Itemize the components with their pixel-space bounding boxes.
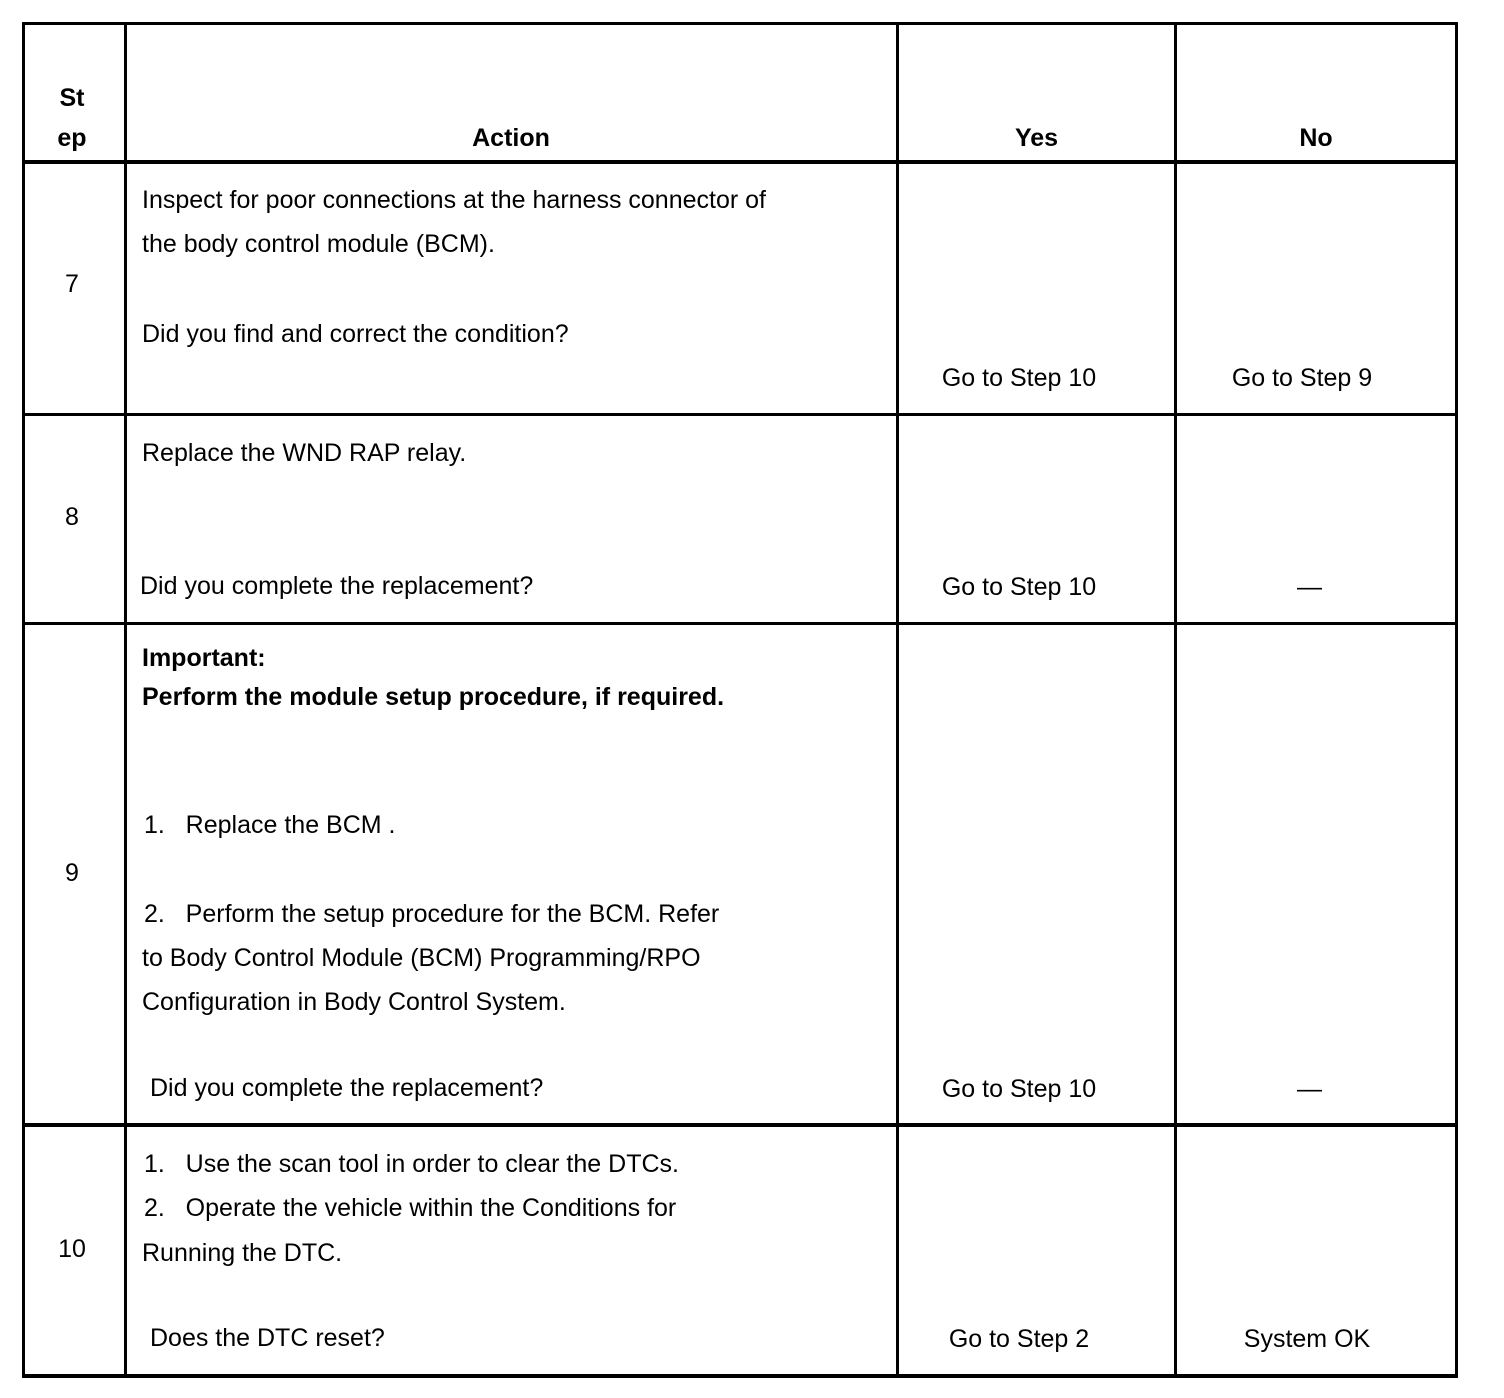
- header-yes: Yes: [1014, 124, 1059, 152]
- diagnostic-table: [22, 22, 1458, 1378]
- header-action: Action: [472, 124, 550, 152]
- table-border-bottom: [22, 1374, 1458, 1378]
- procedure-step: 2. Perform the setup procedure for the BCM. Refer: [144, 900, 720, 928]
- step-number: 9: [65, 859, 79, 887]
- procedure-step: 1. Use the scan tool in order to clear the DTCs.: [144, 1150, 679, 1178]
- step-number: 10: [58, 1235, 86, 1263]
- step-number: 8: [65, 503, 79, 531]
- column-divider: [1174, 22, 1177, 1378]
- procedure-step: 2. Operate the vehicle within the Conditions for: [144, 1194, 677, 1222]
- table-border-right: [1455, 22, 1458, 1378]
- row-divider: [22, 1123, 1458, 1127]
- row-divider: [22, 622, 1458, 625]
- action-question: Does the DTC reset?: [150, 1324, 385, 1352]
- table-border-left: [22, 22, 25, 1378]
- action-text: Replace the WND RAP relay.: [142, 439, 467, 467]
- procedure-step-continued: Running the DTC.: [142, 1239, 343, 1267]
- no-result: Go to Step 9: [1231, 364, 1373, 392]
- column-divider: [896, 22, 899, 1378]
- action-question: Did you find and correct the condition?: [142, 320, 569, 348]
- no-result: —: [1297, 573, 1322, 601]
- procedure-step-continued: to Body Control Module (BCM) Programming/RPO: [142, 944, 701, 972]
- header-step: St ep: [57, 84, 87, 152]
- row-divider: [22, 413, 1458, 416]
- action-text: Inspect for poor connections at the harness connector of: [142, 186, 766, 214]
- important-label: Important:: [142, 644, 266, 672]
- table-border-top: [22, 22, 1458, 25]
- yes-result: Go to Step 10: [941, 364, 1097, 392]
- yes-result: Go to Step 10: [941, 573, 1097, 601]
- no-result: System OK: [1243, 1325, 1371, 1353]
- header-divider: [22, 160, 1458, 164]
- important-text: Perform the module setup procedure, if required.: [142, 683, 725, 711]
- yes-result: Go to Step 2: [948, 1325, 1090, 1353]
- no-result: —: [1297, 1075, 1322, 1103]
- action-text: the body control module (BCM).: [142, 230, 495, 258]
- column-divider: [124, 22, 127, 1378]
- yes-result: Go to Step 10: [941, 1075, 1097, 1103]
- action-question: Did you complete the replacement?: [150, 1074, 544, 1102]
- procedure-step-continued: Configuration in Body Control System.: [142, 988, 566, 1016]
- step-number: 7: [65, 270, 79, 298]
- procedure-step: 1. Replace the BCM .: [144, 811, 396, 839]
- action-question: Did you complete the replacement?: [140, 572, 534, 600]
- header-no: No: [1299, 124, 1333, 152]
